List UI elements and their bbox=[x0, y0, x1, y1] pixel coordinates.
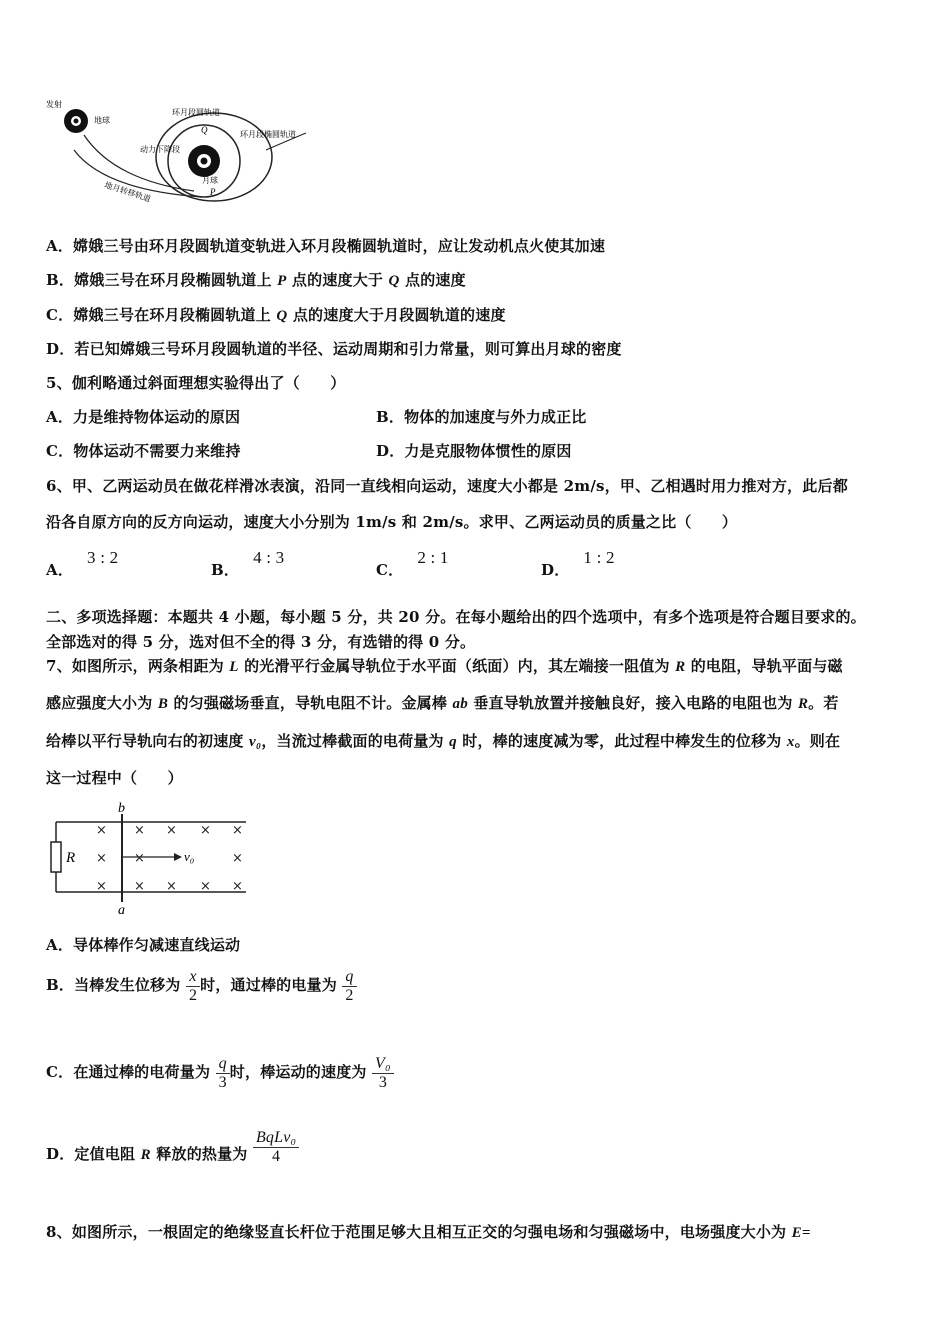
transfer-orbit-shape bbox=[84, 135, 194, 191]
q6-option-a: A．3 : 2 bbox=[46, 548, 119, 579]
q7-option-c: C．在通过棒的电荷量为 $\frac{q}{3}$ 时，棒运动的速度为 $\frac{\text{V₀}}{3}$ bbox=[46, 1055, 394, 1091]
label-elliptical-orbit: 环月段椭圆轨道 bbox=[240, 130, 296, 139]
q4-option-d: D．若已知嫦娥三号环月段圆轨道的半径、运动周期和引力常量，则可算出月球的密度 bbox=[46, 340, 622, 358]
q7-stem-line1: 7、如图所示，两条相距为 L 的光滑平行金属导轨位于水平面（纸面）内，其左端接一阻值为 R 的电阻，导轨平面与磁 bbox=[46, 657, 843, 675]
label-R: R bbox=[66, 850, 76, 866]
fraction-v0-over-3: $\frac{\text{V₀}}{3}$ bbox=[372, 1055, 394, 1091]
label-earth: 地球 bbox=[94, 116, 110, 125]
section2-heading-line1: 二、多项选择题：本题共 4 小题，每小题 5 分，共 20 分。在每小题给出的四个选项中，有多个选项是符合题目要求的。 bbox=[46, 608, 866, 626]
label-powered-descent: 动力下降段 bbox=[140, 145, 180, 154]
q7-option-a: A．导体棒作匀减速直线运动 bbox=[46, 936, 241, 954]
label-moon: 月球 bbox=[202, 176, 218, 185]
q7-stem-line2: 感应强度大小为 B 的匀强磁场垂直，导轨电阻不计。金属棒 ab 垂直导轨放置并接触良好，接入电路的电阻也为 R。若 bbox=[46, 694, 839, 712]
label-v0: v₀ bbox=[184, 849, 195, 864]
q6-option-c: C．2 : 1 bbox=[376, 548, 449, 579]
section2-heading-line2: 全部选对的得 5 分，选对但不全的得 3 分，有选错的得 0 分。 bbox=[46, 633, 476, 651]
fraction-bqlv0-over-4: $\frac{\text{BqLv₀}}{4}$ bbox=[253, 1129, 299, 1165]
svg-text:×: × bbox=[134, 851, 145, 866]
q6-option-d: D．1 : 2 bbox=[541, 548, 615, 579]
q5-stem: 5、伽利略通过斜面理想实验得出了（ ） bbox=[46, 374, 346, 392]
svg-text:×: × bbox=[232, 851, 243, 866]
q7-option-d: D．定值电阻 R 释放的热量为 $\frac{\text{BqLv₀}}{4}$ bbox=[46, 1137, 299, 1173]
svg-text:×: × bbox=[96, 851, 107, 866]
q5-option-a: A．力是维持物体运动的原因 bbox=[46, 408, 241, 426]
q4-option-a: A．嫦娥三号由环月段圆轨道变轨进入环月段椭圆轨道时，应让发动机点火使其加速 bbox=[46, 237, 606, 255]
svg-text:×: × bbox=[166, 879, 177, 894]
svg-text:×: × bbox=[166, 823, 177, 838]
fraction-q-over-2: $\frac{q}{2}$ bbox=[342, 968, 356, 1004]
q5-option-c: C．物体运动不需要力来维持 bbox=[46, 442, 241, 460]
fraction-q-over-3: $\frac{q}{3}$ bbox=[216, 1055, 230, 1091]
rail-circuit-diagram bbox=[46, 800, 256, 916]
svg-text:×: × bbox=[200, 879, 211, 894]
q4-option-c: C．嫦娥三号在环月段椭圆轨道上 Q 点的速度大于月段圆轨道的速度 bbox=[46, 306, 506, 324]
svg-text:×: × bbox=[134, 879, 145, 894]
q7-stem-line4: 这一过程中（ ） bbox=[46, 769, 183, 787]
svg-text:×: × bbox=[232, 879, 243, 894]
q8-stem: 8、如图所示，一根固定的绝缘竖直长杆位于范围足够大且相互正交的匀强电场和匀强磁场中，电场强度大小为 E= bbox=[46, 1223, 811, 1241]
magnetic-field-crosses bbox=[96, 823, 243, 894]
q6-stem-line2: 沿各自原方向的反方向运动，速度大小分别为 1m/s 和 2m/s。求甲、乙两运动员的质量之比（ ） bbox=[46, 513, 738, 531]
label-b: b bbox=[118, 801, 125, 816]
label-P: P bbox=[210, 187, 216, 197]
label-a: a bbox=[118, 903, 125, 916]
resistor-shape bbox=[51, 842, 61, 872]
q7-stem-line3: 给棒以平行导轨向右的初速度 v₀，当流过棒截面的电荷量为 q 时，棒的速度减为零，此过程中棒发生的位移为 x。则在 bbox=[46, 732, 841, 750]
label-Q: Q bbox=[201, 125, 208, 135]
svg-text:×: × bbox=[134, 823, 145, 838]
label-launch: 发射 bbox=[46, 100, 62, 109]
q5-option-d: D．力是克服物体惯性的原因 bbox=[376, 442, 572, 460]
label-transfer-orbit: 地月转移轨道 bbox=[103, 180, 152, 204]
fraction-x-over-2: $\frac{x}{2}$ bbox=[186, 968, 200, 1004]
label-circular-orbit: 环月段圆轨道 bbox=[172, 108, 220, 117]
q6-option-b: B．4 : 3 bbox=[211, 548, 285, 579]
svg-text:×: × bbox=[96, 879, 107, 894]
svg-text:×: × bbox=[232, 823, 243, 838]
svg-text:×: × bbox=[96, 823, 107, 838]
q6-stem-line1: 6、甲、乙两运动员在做花样滑冰表演，沿同一直线相向运动，速度大小都是 2m/s，甲、乙相遇时用力推对方，此后都 bbox=[46, 477, 848, 495]
q5-option-b: B．物体的加速度与外力成正比 bbox=[376, 408, 587, 426]
svg-text:×: × bbox=[200, 823, 211, 838]
q4-option-b: B．嫦娥三号在环月段椭圆轨道上 P 点的速度大于 Q 点的速度 bbox=[46, 271, 466, 289]
q7-option-b: B．当棒发生位移为 $\frac{x}{2}$ 时，通过棒的电量为 $\frac{q}{2}$ bbox=[46, 968, 357, 1004]
orbit-diagram bbox=[44, 95, 314, 205]
